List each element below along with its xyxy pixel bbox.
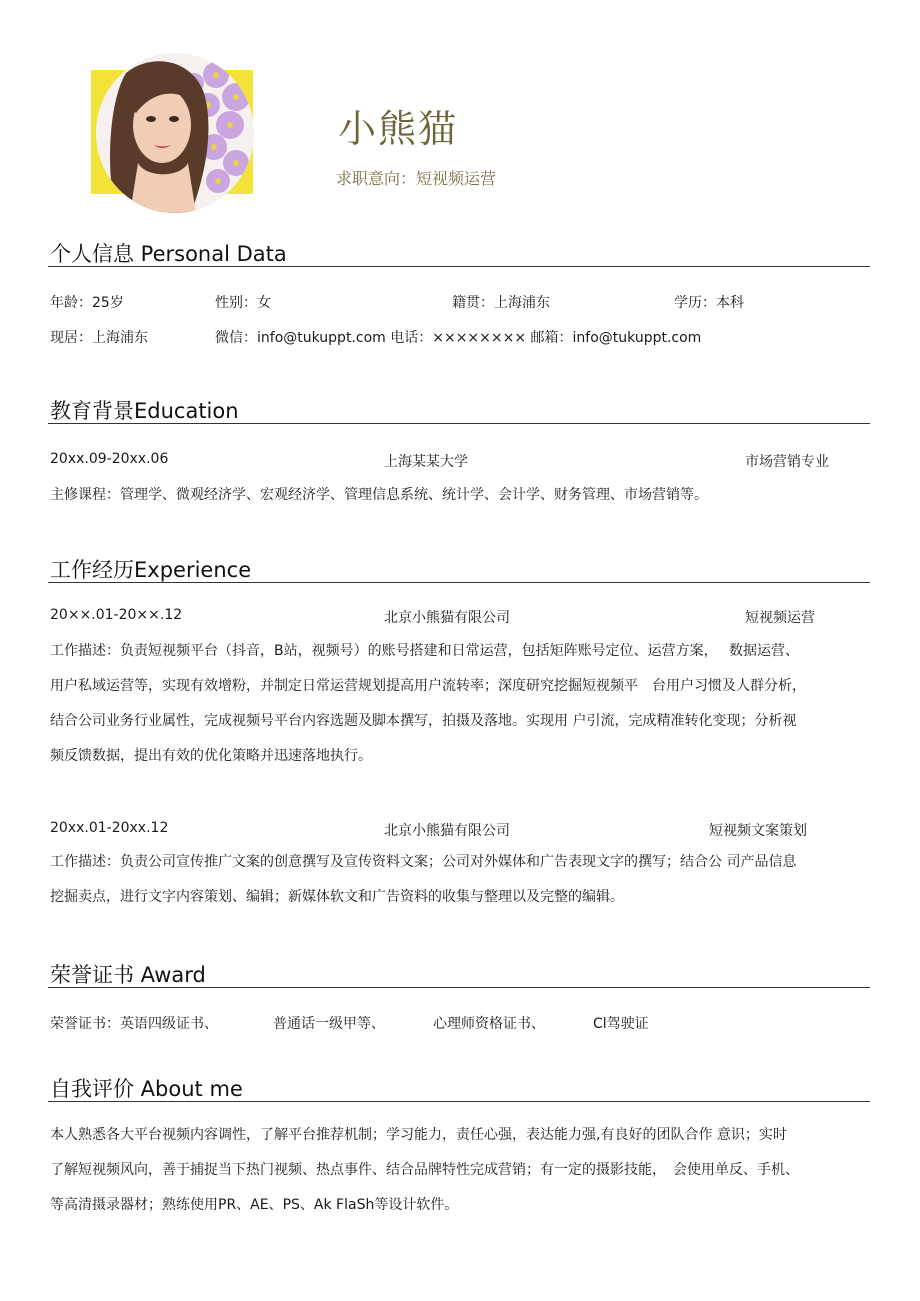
- education-courses: 主修课程：管理学、微观经济学、宏观经济学、管理信息系统、统计学、会计学、财务管理、市场营销等。: [50, 487, 708, 503]
- section-title-personal: 个人信息 Personal Data: [50, 242, 287, 266]
- section-title-education: 教育背景Education: [50, 399, 239, 423]
- self-evaluation-line: 了解短视频风向，善于捕捉当下热门视频、热点事件、结合品牌特性完成营销；有一定的摄影技能， 会使用单反、手机、: [50, 1162, 799, 1178]
- award-item: 普通话一级甲等、: [273, 1016, 385, 1032]
- job-role: 短视频文案策划: [709, 823, 807, 839]
- personal-origin: 籍贯：上海浦东: [452, 295, 550, 311]
- portrait-illustration: [96, 53, 254, 213]
- self-evaluation: [50, 1118, 878, 1223]
- award-item: 荣誉证书：英语四级证书、: [50, 1016, 218, 1032]
- section-divider: [48, 423, 870, 424]
- job-period: 20xx.01-20xx.12: [50, 820, 169, 836]
- candidate-name: 小熊猫: [338, 107, 459, 151]
- job-description: [50, 634, 878, 774]
- job-company: 北京小熊猫有限公司: [384, 610, 510, 626]
- job-description: [50, 845, 878, 915]
- job-intent: 求职意向：短视频运营: [336, 169, 497, 188]
- job-description-line: 工作描述：负责短视频平台（抖音，B站，视频号）的账号搭建和日常运营，包括矩阵账号定位、运营方案， 数据运营、: [50, 643, 800, 659]
- self-evaluation-line: 等高清摄录器材；熟练使用PR、AE、PS、Ak FlaSh等设计软件。: [50, 1197, 459, 1213]
- self-evaluation-line: 本人熟悉各大平台视频内容调性，了解平台推荐机制；学习能力，责任心强，表达能力强,有良好的团队合作 意识；实时: [50, 1127, 787, 1143]
- education-school: 上海某某大学: [384, 454, 468, 470]
- personal-residence: 现居：上海浦东: [50, 330, 148, 346]
- section-title-about: 自我评价 About me: [50, 1077, 243, 1101]
- award-item: 心理师资格证书、: [433, 1016, 545, 1032]
- education-major: 市场营销专业: [745, 454, 829, 470]
- section-divider: [48, 266, 870, 267]
- award-item: Cl驾驶证: [593, 1016, 649, 1032]
- job-description-line: 结合公司业务行业属性，完成视频号平台内容选题及脚本撰写，拍摄及落地。实现用 户引流，完成精准转化变现；分析视: [50, 713, 797, 729]
- avatar-photo: [96, 53, 254, 213]
- section-divider: [48, 1101, 870, 1102]
- job-description-line: 工作描述：负责公司宣传推广文案的创意撰写及宣传资料文案；公司对外媒体和广告表现文字的撰写；结合公 司产品信息: [50, 854, 797, 870]
- personal-age: 年龄：25岁: [50, 295, 124, 311]
- section-title-experience: 工作经历Experience: [50, 558, 252, 582]
- job-description-line: 挖掘卖点，进行文字内容策划、编辑；新媒体软文和广告资料的收集与整理以及完整的编辑。: [50, 889, 624, 905]
- job-company: 北京小熊猫有限公司: [384, 823, 510, 839]
- personal-gender: 性别：女: [215, 295, 271, 311]
- job-description-line: 频反馈数据，提出有效的优化策略并迅速落地执行。: [50, 748, 372, 764]
- job-role: 短视频运营: [745, 610, 815, 626]
- job-period: 20××.01-20××.12: [50, 607, 183, 623]
- section-title-awards: 荣誉证书 Award: [50, 963, 206, 987]
- personal-contact: 微信：info@tukuppt.com 电话：×××××××× 邮箱：info@tukuppt.com: [215, 330, 702, 346]
- education-period: 20xx.09-20xx.06: [50, 451, 169, 467]
- section-divider: [48, 987, 870, 988]
- job-description-line: 用户私域运营等，实现有效增粉，并制定日常运营规划提高用户流转率；深度研究挖掘短视频平 台用户习惯及人群分析，: [50, 678, 806, 694]
- personal-degree: 学历：本科: [674, 295, 744, 311]
- section-divider: [48, 582, 870, 583]
